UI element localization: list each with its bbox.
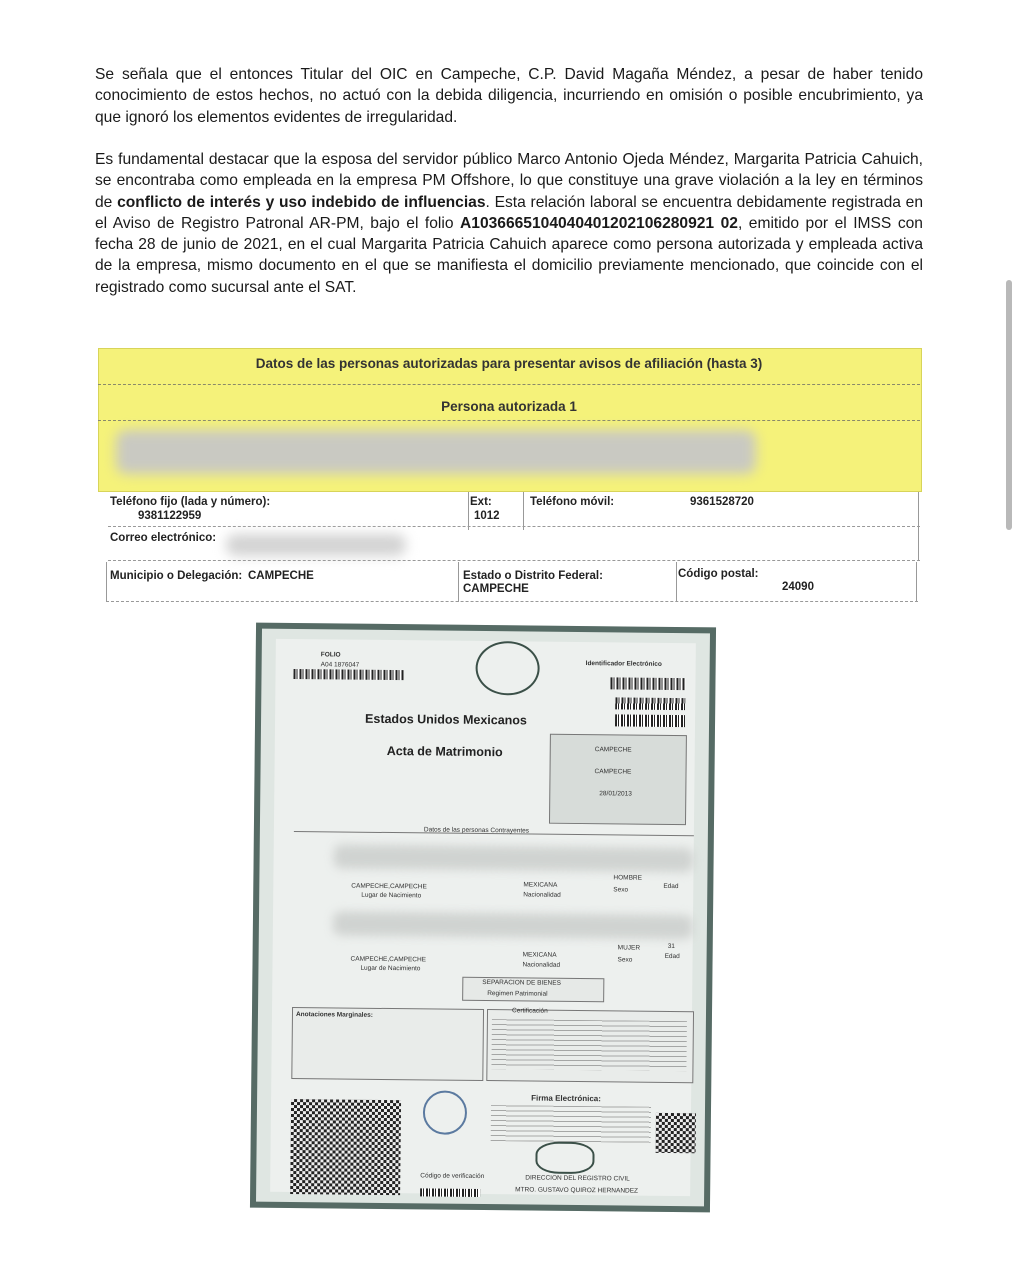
divider: [916, 562, 917, 602]
mobile-label: Teléfono móvil:: [530, 496, 615, 508]
cp-value: 24090: [782, 581, 814, 593]
paragraph-text: . Esta relación laboral se encuentra debidamente registrada en el Aviso de Registro Patronal AR-PM, bajo el folio: [95, 193, 923, 232]
entidad-value: CAMPECHE: [594, 746, 632, 754]
regimen-value: SEPARACION DE BIENES: [482, 978, 561, 987]
qr-code: [290, 1099, 401, 1195]
signature-icon: [535, 1142, 594, 1175]
fecha-value: 28/01/2013: [599, 790, 632, 798]
barcode: [420, 1188, 480, 1197]
ext-value: 1012: [474, 510, 500, 522]
divider: [108, 560, 920, 561]
document-title: Acta de Matrimonio: [386, 743, 503, 760]
ext-label: Ext:: [470, 496, 492, 508]
nacionalidad-2: MEXICANA: [522, 951, 557, 959]
anotaciones-label: Anotaciones Marginales:: [295, 1011, 373, 1019]
firma-label: Firma Electrónica:: [531, 1093, 601, 1104]
folio-value: A04 1876047: [320, 661, 360, 669]
certification-text: [491, 1019, 687, 1071]
coat-of-arms-icon: [475, 641, 540, 696]
mobile-value: 9361528720: [690, 496, 754, 508]
redacted-name: [116, 430, 756, 474]
scrollbar-thumb[interactable]: [1006, 280, 1012, 530]
phone-value: 9381122959: [138, 510, 202, 522]
sexo-1: HOMBRE: [613, 874, 642, 882]
direccion-label: DIRECCION DEL REGISTRO CIVIL: [525, 1174, 630, 1183]
section-contrayentes: Datos de las personas Contrayentes: [423, 826, 530, 835]
barcode: [615, 714, 685, 727]
bold-phrase: conflicto de interés y uso indebido de influencias: [117, 193, 486, 211]
certificacion-label: Certificación: [511, 1007, 548, 1015]
paragraph-oic: [95, 64, 923, 128]
divider: [106, 562, 107, 602]
lugar-label: Lugar de Nacimiento: [361, 891, 422, 900]
barcode: [610, 677, 685, 690]
divider: [106, 601, 918, 602]
id-label: Identificador Electrónico: [585, 660, 662, 668]
form-subheader: Persona autorizada 1: [441, 399, 577, 414]
form-header: Datos de las personas autorizadas para presentar avisos de afiliación (hasta 3): [255, 356, 763, 371]
divider: [108, 526, 920, 527]
certificate-paper: [270, 639, 696, 1196]
divider: [98, 420, 920, 421]
paragraph-text: Es fundamental destacar que la esposa del servidor público Marco Antonio Ojeda Méndez, Margarita Patricia Cahuich, se encontraba como empleada en la empresa PM Offshore, lo que constituye una grave violación a la ley en términos de: [95, 151, 923, 211]
estado-value: CAMPECHE: [463, 583, 529, 595]
edad-label: Edad: [664, 952, 680, 961]
qr-code-small: [656, 1113, 696, 1153]
nacionalidad-label: Nacionalidad: [523, 891, 561, 899]
municipio-value: CAMPECHE: [248, 570, 314, 582]
paragraph-text: , emitido por el IMSS con fecha 28 de junio de 2021, en el cual Margarita Patricia Cahuich aparece como persona autorizada y empleada activa de la empresa, mismo documento en el que se manifiesta el domicilio previamente mencionado, que coincide con el registrado como sucursal ante el SAT.: [95, 214, 923, 296]
barcode: [615, 697, 685, 710]
folio-number: A1036665104040401202106280921 02: [460, 214, 738, 232]
cp-label: Código postal:: [678, 568, 759, 580]
redacted-email: [226, 534, 406, 556]
imss-form-excerpt: [98, 348, 920, 606]
country-title: Estados Unidos Mexicanos: [365, 711, 527, 728]
sexo-2: MUJER: [617, 944, 641, 952]
divider: [676, 562, 677, 602]
sexo-label: Sexo: [613, 886, 629, 894]
registry-logo-icon: [423, 1090, 467, 1134]
barcode: [293, 669, 403, 680]
codigo-label: Código de verificación: [420, 1172, 485, 1181]
signature-hash: [491, 1105, 651, 1143]
sexo-label: Sexo: [617, 956, 633, 964]
lugar-1: CAMPECHE,CAMPECHE: [351, 882, 427, 891]
nacionalidad-1: MEXICANA: [523, 881, 558, 889]
director-name: MTRO. GUSTAVO QUIROZ HERNANDEZ: [515, 1186, 639, 1195]
folio-label: FOLIO: [320, 651, 341, 659]
edad-label: Edad: [663, 882, 679, 891]
edad-2: 31: [667, 942, 675, 951]
paragraph-conflict: [95, 149, 923, 298]
municipio-value: CAMPECHE: [594, 768, 632, 776]
divider: [458, 562, 459, 602]
phone-label: Teléfono fijo (lada y número):: [110, 496, 271, 508]
estado-label: Estado o Distrito Federal:: [463, 570, 603, 582]
redacted-spouse-1: [334, 844, 694, 872]
redacted-spouse-2: [333, 911, 693, 939]
lugar-label: Lugar de Nacimiento: [360, 964, 421, 973]
regimen-label: Regimen Patrimonial: [487, 990, 548, 998]
municipio-label: Municipio o Delegación:: [110, 570, 243, 582]
divider: [98, 384, 920, 385]
email-label: Correo electrónico:: [110, 532, 217, 544]
divider: [468, 492, 469, 530]
lugar-2: CAMPECHE,CAMPECHE: [350, 955, 427, 964]
nacionalidad-label: Nacionalidad: [522, 961, 561, 969]
marriage-certificate-photo: [250, 623, 716, 1213]
divider: [523, 492, 524, 530]
paragraph-text: Se señala que el entonces Titular del OIC en Campeche, C.P. David Magaña Méndez, a pesar de haber tenido conocimiento de estos hechos, no actuó con la debida diligencia, incurriendo en omisión o posible encubrimiento, ya que ignoró los elementos evidentes de irregularidad.: [95, 66, 923, 126]
